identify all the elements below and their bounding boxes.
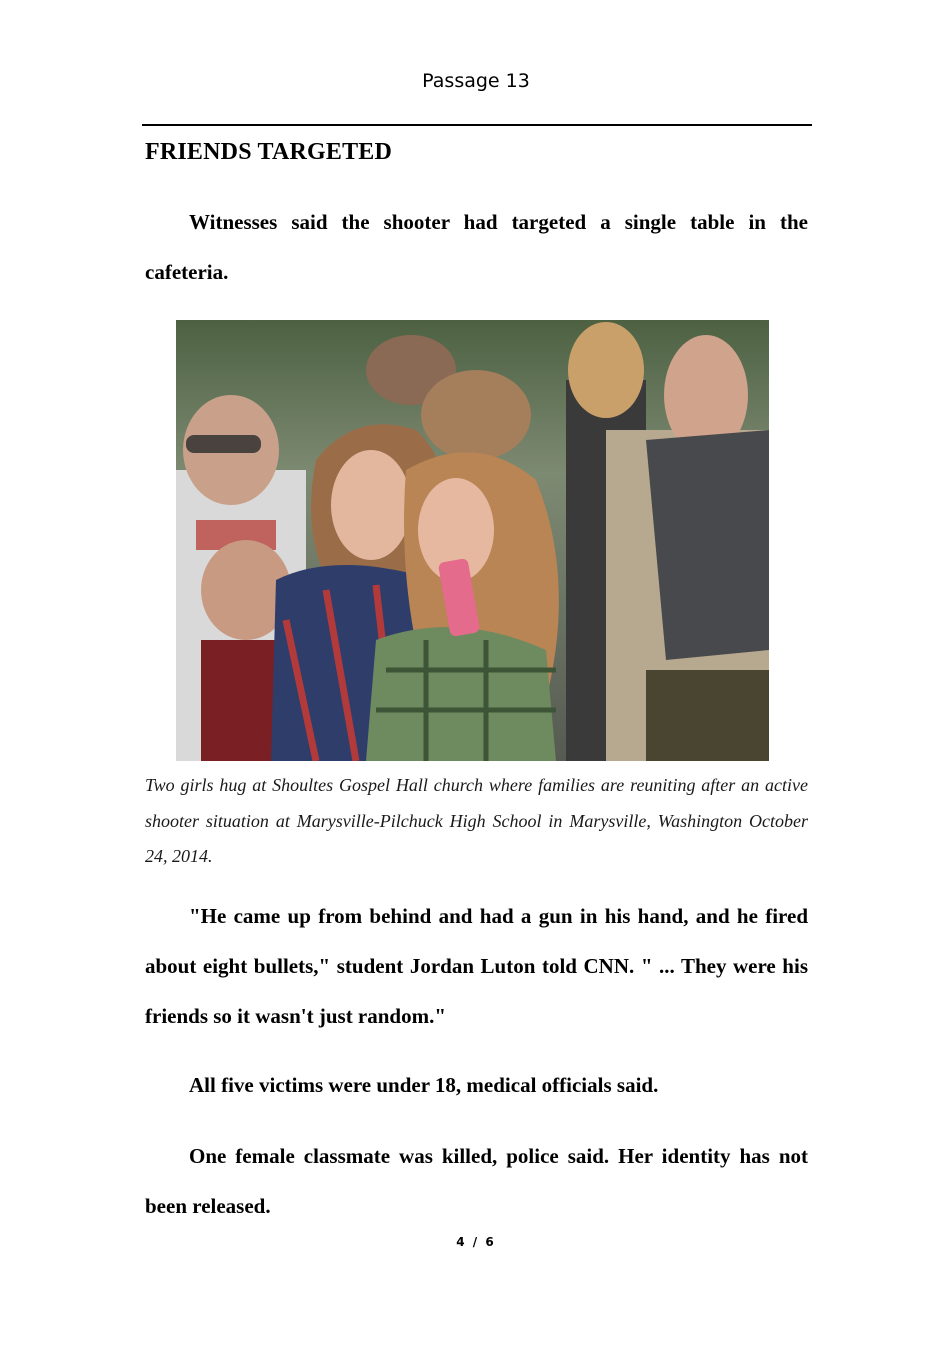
article-heading: FRIENDS TARGETED <box>145 139 393 165</box>
header-divider <box>142 124 812 126</box>
paragraph-4: One female classmate was killed, police said. Her identity has not been released. <box>145 1144 808 1218</box>
paragraph-3: All five victims were under 18, medical officials said. <box>189 1073 659 1097</box>
paragraph-2: "He came up from behind and had a gun in his hand, and he fired about eight bullets," student Jordan Luton told CNN. " ... They were his friends so it wasn't just random." <box>145 904 808 1028</box>
news-photo <box>176 320 769 761</box>
passage-label: Passage 13 <box>422 70 530 92</box>
page-indicator: 4 / 6 <box>456 1235 496 1249</box>
photo-caption: Two girls hug at Shoultes Gospel Hall church where families are reuniting after an active shooter situation at Marysville-Pilchuck High School in Marysville, Washington October 24, 2014. <box>145 775 808 866</box>
paragraph-1: Witnesses said the shooter had targeted a single table in the cafeteria. <box>145 210 808 284</box>
photo-illustration <box>176 320 769 761</box>
